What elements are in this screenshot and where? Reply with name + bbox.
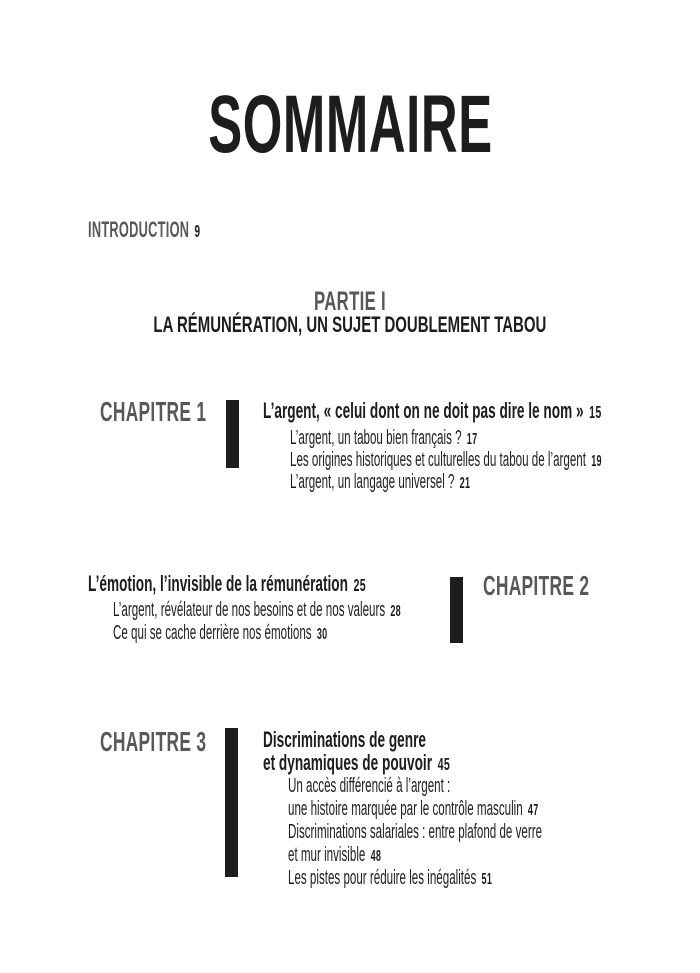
chapter-3-title-line1: [263, 729, 526, 751]
toc-entry: [290, 450, 700, 470]
toc-entry: [288, 845, 449, 865]
toc-entry-text: L’argent, un langage universel ?: [290, 471, 455, 493]
part-title-text: LA RÉMUNÉRATION, UN SUJET DOUBLEMENT TABOU: [153, 312, 547, 337]
page-number: 21: [459, 475, 471, 492]
introduction-entry: [88, 219, 282, 241]
toc-entry: [290, 472, 601, 492]
toc-entry-text: et mur invisible: [288, 844, 366, 866]
chapter-1-bar: [226, 400, 239, 468]
part-title: [0, 314, 700, 336]
chapter-1-title: [263, 400, 700, 422]
toc-entry: [290, 428, 613, 448]
toc-entry: [113, 623, 483, 643]
chapter-3-label-text: CHAPITRE 3: [100, 726, 207, 757]
page-number: 19: [591, 453, 602, 470]
toc-entry: [113, 600, 610, 620]
introduction-label: INTRODUCTION: [88, 217, 190, 242]
chapter-2-label: [483, 572, 654, 600]
chapter-1-title-text: L’argent, « celui dont on ne doit pas dire le nom »: [263, 398, 584, 423]
chapter-1-label: [100, 398, 271, 426]
toc-entry-text: Les pistes pour réduire les inégalités: [288, 867, 477, 889]
chapter-3-title-line2: [263, 752, 565, 774]
page-number: 48: [370, 848, 382, 865]
chapter-2-title-text: L’émotion, l’invisible de la rémunération: [88, 571, 348, 596]
page-title: [0, 79, 700, 170]
page-number: 28: [390, 603, 402, 620]
page-title-text: SOMMAIRE: [207, 79, 493, 170]
toc-entry-text: Les origines historiques et culturelles du tabou de l’argent: [290, 449, 586, 471]
chapter-1-label-text: CHAPITRE 1: [100, 396, 207, 427]
part-label: [0, 288, 700, 315]
toc-entry: [288, 822, 700, 842]
chapter-2-title: [88, 573, 536, 595]
toc-entry-text: Discriminations salariales : entre plafond de verre: [288, 821, 543, 843]
chapter-2-label-text: CHAPITRE 2: [483, 570, 590, 601]
chapter-3-bar: [225, 728, 238, 877]
page-number: 17: [466, 431, 478, 448]
page-number: 25: [353, 575, 367, 595]
toc-entry-text: Un accès différencié à l’argent :: [288, 775, 451, 797]
chapter-3-title-text: et dynamiques de pouvoir: [263, 750, 433, 775]
toc-entry-text: Ce qui se cache derrière nos émotions: [113, 622, 312, 644]
part-label-text: PARTIE I: [314, 286, 386, 316]
toc-entry-text: L’argent, un tabou bien français ?: [290, 427, 462, 449]
toc-entry: [288, 776, 577, 796]
chapter-3-title-text: Discriminations de genre: [263, 727, 426, 752]
page-number: 15: [589, 402, 602, 422]
toc-entry: [288, 868, 640, 888]
toc-entry-text: une histoire marquée par le contrôle masculin: [288, 798, 523, 820]
chapter-3-label: [100, 728, 271, 756]
introduction-page-number: 9: [194, 221, 201, 241]
page-number: 30: [316, 626, 328, 643]
page-number: 45: [437, 754, 451, 774]
page-number: 51: [481, 871, 493, 888]
toc-entry-text: L’argent, révélateur de nos besoins et de nos valeurs: [113, 599, 386, 621]
toc-entry: [288, 799, 700, 819]
chapter-2-bar: [450, 577, 463, 643]
page-number: 47: [527, 802, 539, 819]
